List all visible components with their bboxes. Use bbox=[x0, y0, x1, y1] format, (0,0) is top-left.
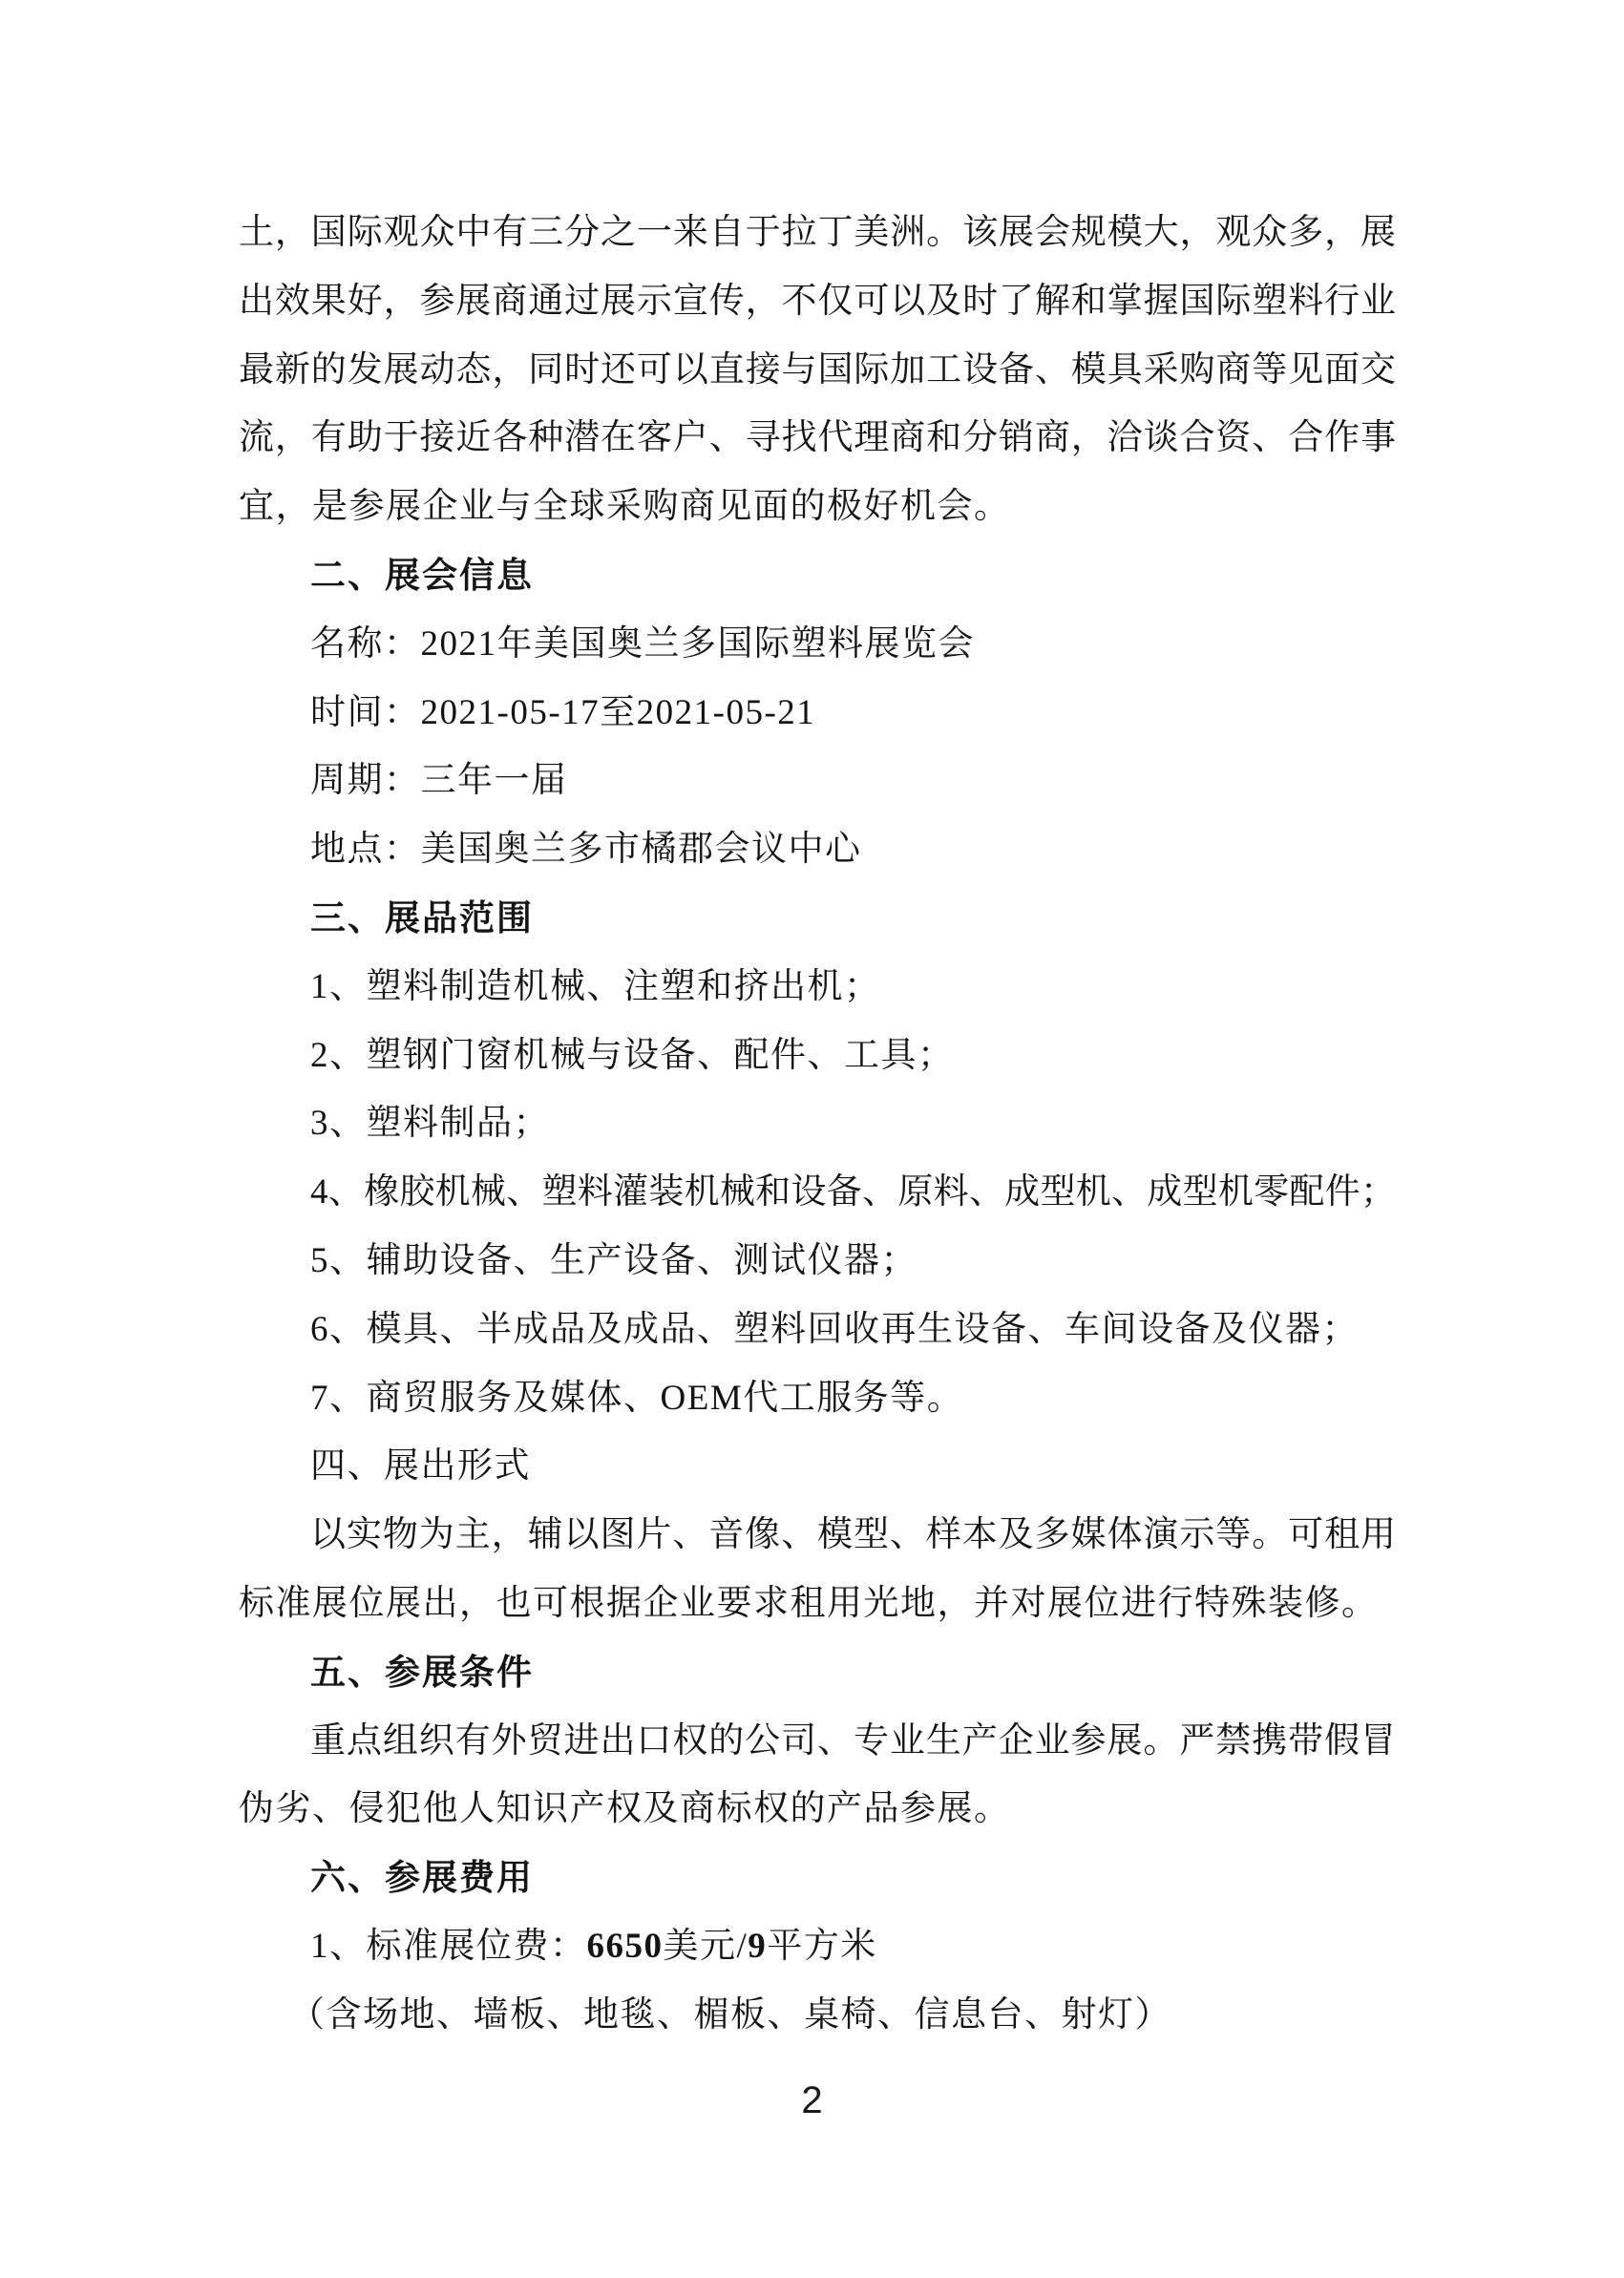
line-text: 美元/ bbox=[663, 1926, 749, 1966]
document-line: 名称：2021年美国奥兰多国际塑料展览会 bbox=[310, 623, 975, 664]
document-line: 标准展位展出，也可根据企业要求租用光地，并对展位进行特殊装修。 bbox=[239, 1583, 1379, 1623]
section-heading: 三、展品范围 bbox=[310, 897, 534, 938]
document-line: 最新的发展动态，同时还可以直接与国际加工设备、模具采购商等见面交 bbox=[239, 349, 1396, 390]
document-line: 出效果好，参展商通过展示宣传，不仅可以及时了解和掌握国际塑料行业 bbox=[239, 281, 1396, 321]
document-line: 重点组织有外贸进出口权的公司、专业生产企业参展。严禁携带假冒 bbox=[310, 1720, 1396, 1761]
section-heading: 六、参展费用 bbox=[310, 1858, 534, 1898]
page-number: 2 bbox=[801, 2079, 823, 2121]
document-line: 流，有助于接近各种潜在客户、寻找代理商和分销商，洽谈合资、合作事 bbox=[239, 418, 1396, 458]
section-heading: 五、参展条件 bbox=[310, 1652, 534, 1692]
price-value: 6650 bbox=[586, 1926, 664, 1966]
section-heading: 二、展会信息 bbox=[310, 555, 534, 595]
document-line: 4、橡胶机械、塑料灌装机械和设备、原料、成型机、成型机零配件； bbox=[310, 1172, 1396, 1213]
document-line: 宜，是参展企业与全球采购商见面的极好机会。 bbox=[239, 487, 1011, 527]
document-line: 2、塑钢门窗机械与设备、配件、工具； bbox=[310, 1035, 955, 1075]
document-line: 地点：美国奥兰多市橘郡会议中心 bbox=[310, 830, 862, 870]
document-line: （含场地、墙板、地毯、楣板、桌椅、信息台、射灯） bbox=[289, 1994, 1171, 2035]
line-text: 平方米 bbox=[767, 1926, 877, 1966]
document-line: 以实物为主，辅以图片、音像、模型、样本及多媒体演示等。可租用 bbox=[310, 1515, 1396, 1555]
document-line: 时间：2021-05-17至2021-05-21 bbox=[310, 692, 816, 732]
line-text: 1、标准展位费： bbox=[310, 1926, 587, 1966]
price-value: 9 bbox=[748, 1926, 768, 1966]
document-line: 伪劣、侵犯他人知识产权及商标权的产品参展。 bbox=[239, 1789, 1011, 1829]
document-line bbox=[239, 1912, 1396, 1981]
document-line: 7、商贸服务及媒体、OEM代工服务等。 bbox=[310, 1378, 964, 1418]
document-line: 3、塑料制品； bbox=[310, 1104, 550, 1144]
document-line: 6、模具、半成品及成品、塑料回收再生设备、车间设备及仪器； bbox=[310, 1309, 1359, 1349]
document-line: 土，国际观众中有三分之一来自于拉丁美洲。该展会规模大，观众多，展 bbox=[239, 213, 1396, 252]
document-line: 周期：三年一届 bbox=[310, 761, 568, 801]
document-line: 四、展出形式 bbox=[310, 1446, 531, 1487]
document-line: 1、塑料制造机械、注塑和挤出机； bbox=[310, 966, 881, 1006]
document-body bbox=[239, 199, 1396, 2050]
document-line: 5、辅助设备、生产设备、测试仪器； bbox=[310, 1240, 917, 1280]
